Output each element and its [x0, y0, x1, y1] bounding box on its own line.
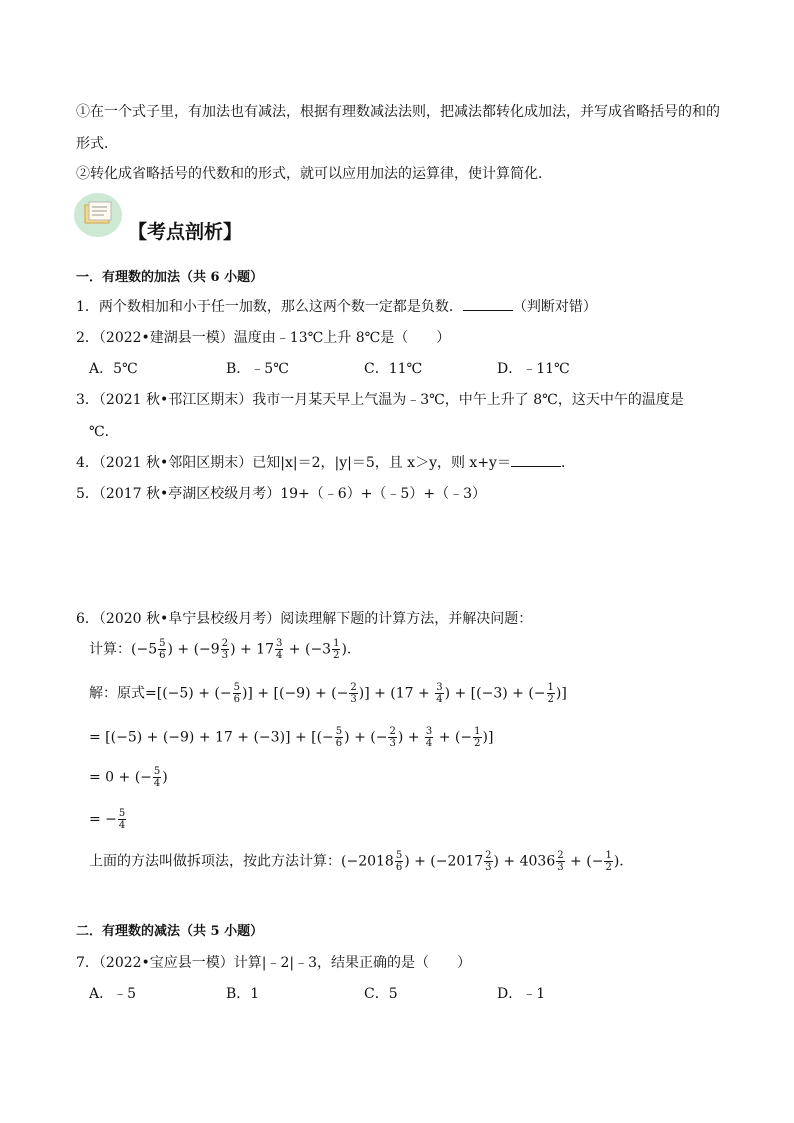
answer-blank[interactable]: [511, 466, 561, 467]
q7-option-a[interactable]: A．﹣5: [89, 986, 137, 1002]
q2-option-c[interactable]: C．11℃: [364, 361, 423, 377]
q7-option-c[interactable]: C．5: [364, 986, 398, 1002]
question-1: [76, 296, 597, 316]
q7-option-d[interactable]: D．﹣1: [497, 986, 546, 1002]
section-logo-icon: [74, 193, 122, 237]
question-3-line-1: 3．（2021 秋•邗江区期末）我市一月某天早上气温为﹣3℃，中午上升了 8℃，这天中午的温度是: [76, 392, 684, 408]
question-5: 5．（2017 秋•亭湖区校级月考）19+（﹣6）+（﹣5）+（﹣3）: [76, 486, 486, 502]
section-2-title: 二．有理数的减法（共 5 小题）: [76, 924, 264, 939]
q2-option-b[interactable]: B．﹣5℃: [226, 361, 289, 377]
q6-solution-line-1: 解：原式=[(−5) + (− $\frac{5}{6}$ )] + [(−9) + (− $\frac{2}{3}$ )] + (17 + $\frac{3}{4}$ ) + [(−3) + (− $\frac{1}{2}$ )]: [89, 682, 567, 705]
q2-option-d[interactable]: D．﹣11℃: [497, 361, 570, 377]
q6-solution-line-3: = 0 + (− $\frac{5}{4}$ ): [89, 766, 168, 789]
answer-blank[interactable]: [463, 310, 513, 311]
section-header: 【考点剖析】: [128, 221, 243, 243]
intro-paragraph-1-line-1: ①在一个式子里，有加法也有减法，根据有理数减法法则，把减法都转化成加法，并写成省略括号的和的: [76, 104, 720, 120]
q6-solution-line-4: = − $\frac{5}{4}$: [89, 808, 126, 831]
q6-solution-label: 解：原式=: [89, 685, 157, 702]
q6-final-text: 上面的方法叫做拆项法，按此方法计算：: [89, 853, 341, 870]
question-1-text: 1．两个数相加和小于任一加数，那么这两个数一定都是负数．: [76, 299, 463, 315]
question-4-tail: ．: [560, 455, 575, 471]
question-2: 2．（2022•建湖县一模）温度由﹣13℃上升 8℃是（ ）: [76, 330, 451, 346]
q6-calc-label: 计算：: [89, 641, 131, 658]
q6-calc-line: 计算：(−5 $\frac{5}{6}$ ) + (−9 $\frac{2}{3}$ ) + 17 $\frac{3}{4}$ + (−3 $\frac{1}{2}$ ).: [89, 638, 352, 661]
question-4-text: 4．（2021 秋•邻阳区期末）已知|x|＝2，|y|＝5，且 x＞y，则 x+y＝: [76, 455, 511, 471]
section-1-title: 一．有理数的加法（共 6 小题）: [76, 270, 264, 285]
question-4: [76, 452, 575, 472]
q6-final-line: 上面的方法叫做拆项法，按此方法计算：(−2018 $\frac{5}{6}$ ) + (−2017 $\frac{2}{3}$ ) + 4036 $\frac{2}{3}$ + (− $\frac{1}{2}$ ).: [89, 850, 624, 873]
question-3-line-2: ℃．: [89, 424, 119, 440]
question-6: 6．（2020 秋•阜宁县校级月考）阅读理解下题的计算方法，并解决问题：: [76, 611, 533, 627]
q6-solution-line-2: = [(−5) + (−9) + 17 + (−3)] + [(− $\frac{5}{6}$ ) + (− $\frac{2}{3}$ ) + $\frac{3}{4}$ + (− $\frac{1}{2}$ )]: [89, 726, 494, 749]
q2-option-a[interactable]: A．5℃: [89, 361, 138, 377]
question-1-tail: （判断对错）: [512, 299, 597, 315]
question-7: 7．（2022•宝应县一模）计算|﹣2|﹣3，结果正确的是（ ）: [76, 955, 472, 971]
q7-option-b[interactable]: B．1: [226, 986, 260, 1002]
intro-paragraph-1-line-2: 形式．: [76, 136, 118, 152]
intro-paragraph-2: ②转化成省略括号的代数和的形式，就可以应用加法的运算律，使计算简化．: [76, 166, 552, 182]
